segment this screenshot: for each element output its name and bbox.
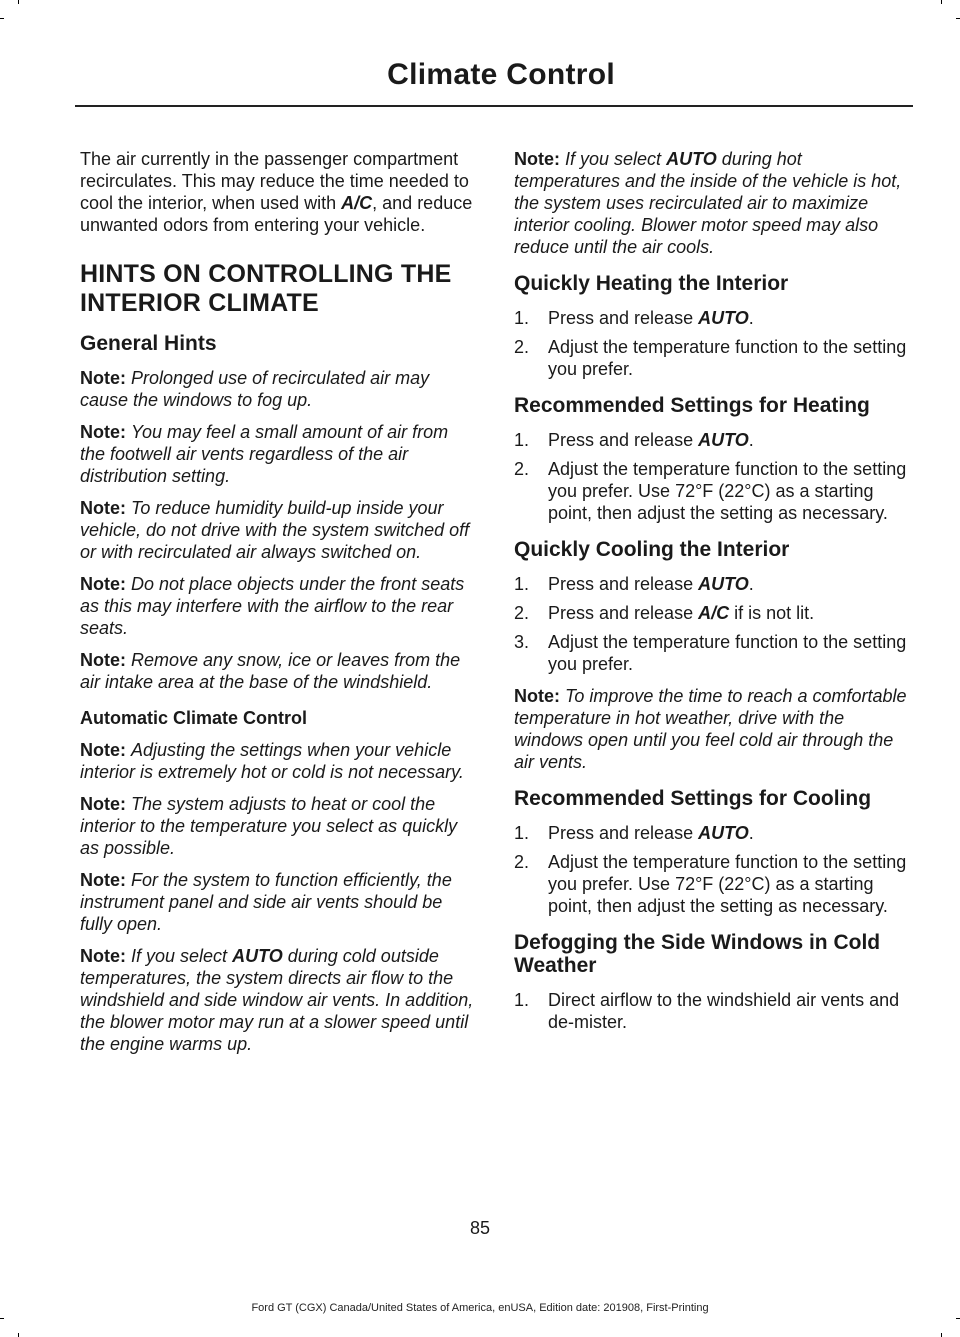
crop-mark-top-right-v: [941, 0, 942, 4]
list-item: 2. Press and release A/C if is not lit.: [514, 603, 815, 623]
header-divider: [75, 105, 913, 107]
subheading-quickly-heating: Quickly Heating the Interior: [514, 272, 789, 295]
note: Note: Prolonged use of recirculated air may cause the windows to fog up.: [80, 368, 430, 410]
subheading-general-hints: General Hints: [80, 332, 217, 355]
note: Note: If you select AUTO during cold outside temperatures, the system directs air flow to the windshield and side window air vents. In addition, the blower motor may run at a slower speed until the engine warms up.: [80, 946, 474, 1054]
note: Note: Adjusting the settings when your vehicle interior is extremely hot or cold is not necessary.: [80, 740, 464, 782]
steps-quickly-heating: [514, 307, 909, 380]
section-heading: HINTS ON CONTROLLING THE INTERIOR CLIMATE: [80, 260, 452, 317]
note: Note: For the system to function efficiently, the instrument panel and side air vents should be fully open.: [80, 870, 452, 934]
footer-edition-info: Ford GT (CGX) Canada/United States of America, enUSA, Edition date: 201908, First-Printing: [251, 1302, 709, 1314]
list-item: 1. Press and release AUTO.: [514, 308, 754, 328]
note: Note: Do not place objects under the front seats as this may interfere with the airflow to the rear seats.: [80, 574, 465, 638]
intro-paragraph: The air currently in the passenger compartment recirculates. This may reduce the time needed to cool the interior, when used with A/C, and reduce unwanted odors from entering your vehicle.: [80, 149, 473, 235]
note: Note: You may feel a small amount of air from the footwell air vents regardless of the air distribution setting.: [80, 422, 449, 486]
list-item: 1. Press and release AUTO.: [514, 574, 754, 594]
list-item: 1. Press and release AUTO.: [514, 430, 754, 450]
list-item: 2. Adjust the temperature function to the setting you prefer.: [514, 337, 907, 379]
subheading-recommended-heating: Recommended Settings for Heating: [514, 394, 870, 417]
steps-defogging: [514, 989, 909, 1033]
note: Note: If you select AUTO during hot temperatures and the inside of the vehicle is hot, the system uses recirculated air to maximize interior cooling. Blower motor speed may also reduce until the air cools.: [514, 149, 902, 257]
steps-quickly-cooling: [514, 573, 909, 675]
crop-mark-bottom-right: [956, 1318, 960, 1319]
crop-mark-top-left: [0, 18, 4, 19]
note: Note: To reduce humidity build-up inside your vehicle, do not drive with the system switched off or with recirculated air always switched on.: [80, 498, 470, 562]
right-column: [514, 148, 909, 1043]
list-item: 3. Adjust the temperature function to the setting you prefer.: [514, 632, 907, 674]
steps-recommended-cooling: [514, 822, 909, 917]
subheading-recommended-cooling: Recommended Settings for Cooling: [514, 787, 872, 810]
subheading-quickly-cooling: Quickly Cooling the Interior: [514, 538, 790, 561]
note: Note: To improve the time to reach a comfortable temperature in hot weather, drive with the windows open until you feel cold air through the air vents.: [514, 686, 907, 772]
page-number: 85: [469, 1218, 491, 1238]
crop-mark-top-left-v: [18, 0, 19, 4]
crop-mark-top-right: [956, 18, 960, 19]
subheading-defogging: Defogging the Side Windows in Cold Weather: [514, 931, 881, 977]
left-column: [80, 148, 475, 1065]
note: Note: Remove any snow, ice or leaves from the air intake area at the base of the windshield.: [80, 650, 461, 692]
ac-term: A/C: [341, 193, 373, 213]
list-item: 1. Direct airflow to the windshield air vents and de-mister.: [514, 990, 900, 1032]
crop-mark-bottom-left: [0, 1318, 4, 1319]
page-header-title: Climate Control: [387, 58, 615, 91]
list-item: 2. Adjust the temperature function to the setting you prefer. Use 72°F (22°C) as a starting point, then adjust the setting as necessary.: [514, 459, 907, 523]
note: Note: The system adjusts to heat or cool the interior to the temperature you select as quickly as possible.: [80, 794, 458, 858]
subheading-automatic-climate-control: Automatic Climate Control: [80, 708, 308, 728]
list-item: 2. Adjust the temperature function to the setting you prefer. Use 72°F (22°C) as a starting point, then adjust the setting as necessary.: [514, 852, 907, 916]
list-item: 1. Press and release AUTO.: [514, 823, 754, 843]
crop-mark-bottom-right-v: [941, 1333, 942, 1337]
crop-mark-bottom-left-v: [18, 1333, 19, 1337]
steps-recommended-heating: [514, 429, 909, 524]
